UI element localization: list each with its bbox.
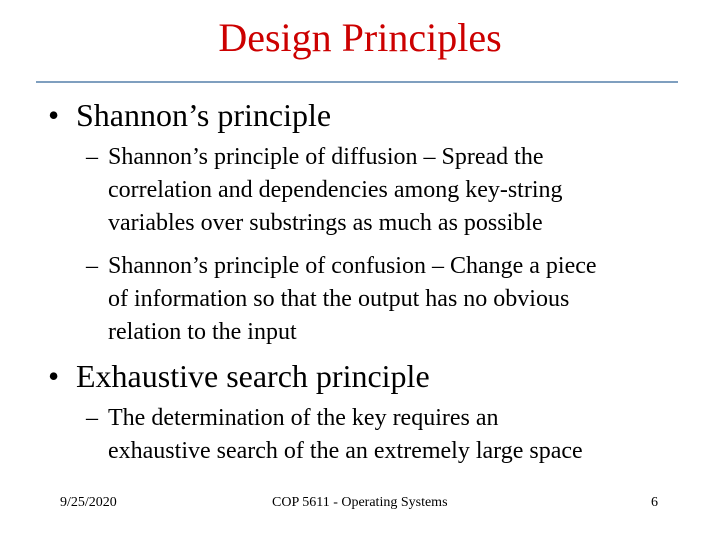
footer-course: COP 5611 - Operating Systems <box>272 495 448 510</box>
sub-bullet-line: variables over substrings as much as possible <box>108 210 543 236</box>
footer-date: 9/25/2020 <box>60 495 117 510</box>
bullet-text: Shannon’s principle <box>76 97 332 133</box>
sub-bullet-marker: – <box>86 405 98 431</box>
slide-title: Design Principles <box>218 15 502 60</box>
sub-bullet-line: relation to the input <box>108 319 297 345</box>
bullet-marker: • <box>48 358 60 394</box>
sub-bullet-line: correlation and dependencies among key-string <box>108 177 563 203</box>
footer-page-number: 6 <box>651 495 658 510</box>
sub-bullet-line: Shannon’s principle of confusion – Change a piece <box>108 253 597 279</box>
sub-bullet-line: Shannon’s principle of diffusion – Spread the <box>108 144 544 170</box>
sub-bullet-line: exhaustive search of the an extremely large space <box>108 438 583 464</box>
sub-bullet-marker: – <box>86 253 98 279</box>
title-divider <box>36 81 678 83</box>
sub-bullet-line: The determination of the key requires an <box>108 405 499 431</box>
sub-bullet-line: of information so that the output has no obvious <box>108 286 570 312</box>
bullet-marker: • <box>48 97 60 133</box>
sub-bullet-marker: – <box>86 144 98 170</box>
bullet-text: Exhaustive search principle <box>76 358 430 394</box>
